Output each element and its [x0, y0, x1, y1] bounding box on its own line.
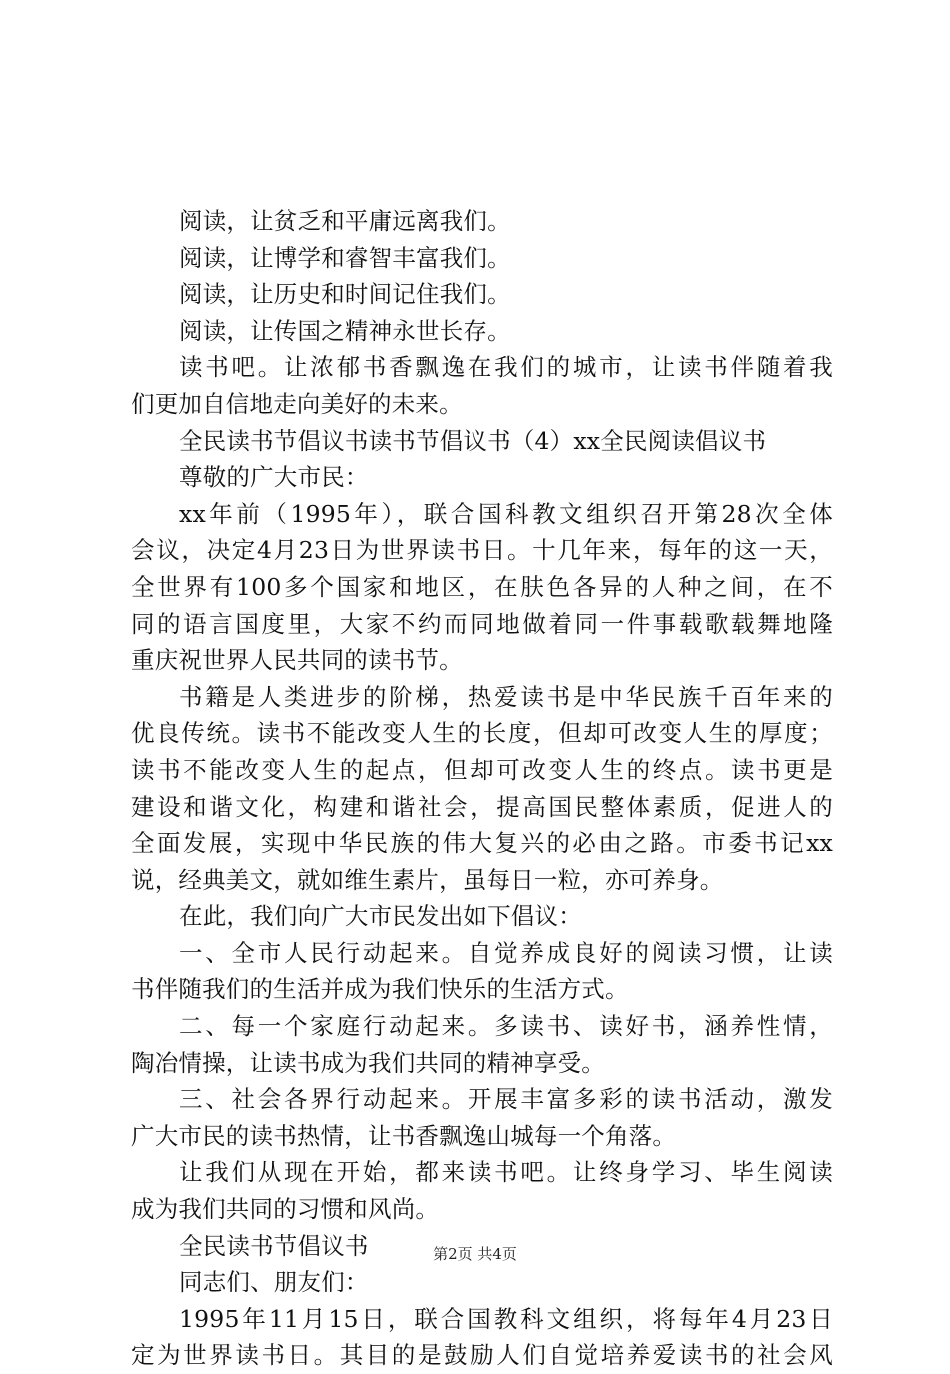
- text-line: 定为世界读书日。其目的是鼓励人们自觉培养爱读书的社会风: [131, 1341, 833, 1370]
- text-line: 们更加自信地走向美好的未来。: [131, 389, 463, 418]
- text-line: 尊敬的广大市民：: [179, 463, 369, 492]
- text-line: 让我们从现在开始，都来读书吧。让终身学习、毕生阅读: [179, 1158, 833, 1187]
- text-line: 全民读书节倡议书读书节倡议书（4）xx全民阅读倡议书: [179, 426, 767, 455]
- text-line: 读书不能改变人生的起点，但却可改变人生的终点。读书更是: [131, 755, 833, 784]
- text-line: 说，经典美文，就如维生素片，虽每日一粒，亦可养身。: [131, 865, 724, 894]
- text-line: 会议，决定4月23日为世界读书日。十几年来，每年的这一天，: [131, 536, 833, 565]
- text-line: xx年前（1995年），联合国科教文组织召开第28次全体: [179, 499, 833, 528]
- text-line: 成为我们共同的习惯和风尚。: [131, 1195, 440, 1224]
- text-line: 一、全市人民行动起来。自觉养成良好的阅读习惯，让读: [179, 938, 833, 967]
- text-line: 全面发展，实现中华民族的伟大复兴的必由之路。市委书记xx: [131, 829, 833, 858]
- text-line: 广大市民的读书热情，让书香飘逸山城每一个角落。: [131, 1121, 677, 1150]
- text-line: 阅读，让历史和时间记住我们。: [179, 280, 511, 309]
- text-line: 陶冶情操，让读书成为我们共同的精神享受。: [131, 1048, 605, 1077]
- text-line: 全世界有100多个国家和地区，在肤色各异的人种之间，在不: [131, 572, 833, 601]
- text-line: 在此，我们向广大市民发出如下倡议：: [179, 902, 582, 931]
- text-line: 书籍是人类进步的阶梯，热爱读书是中华民族千百年来的: [179, 682, 833, 711]
- text-line: 三、社会各界行动起来。开展丰富多彩的读书活动，激发: [179, 1085, 833, 1114]
- text-line: 全民读书节倡议书: [179, 1231, 369, 1260]
- text-line: 优良传统。读书不能改变人生的长度，但却可改变人生的厚度；: [131, 719, 833, 748]
- text-line: 阅读，让博学和睿智丰富我们。: [179, 243, 511, 272]
- text-line: 书伴随我们的生活并成为我们快乐的生活方式。: [131, 975, 629, 1004]
- text-line: 重庆祝世界人民共同的读书节。: [131, 646, 463, 675]
- text-line: 读书吧。让浓郁书香飘逸在我们的城市，让读书伴随着我: [179, 353, 833, 382]
- text-line: 建设和谐文化，构建和谐社会，提高国民整体素质，促进人的: [131, 792, 833, 821]
- text-line: 同志们、朋友们：: [179, 1268, 369, 1297]
- text-line: 二、每一个家庭行动起来。多读书、读好书，涵养性情，: [179, 1012, 833, 1041]
- document-body: [131, 203, 833, 1374]
- text-line: 1995年11月15日，联合国教科文组织，将每年4月23日: [179, 1304, 833, 1333]
- text-line: 阅读，让贫乏和平庸远离我们。: [179, 207, 511, 235]
- text-line: 阅读，让传国之精神永世长存。: [179, 316, 511, 345]
- text-line: 同的语言国度里，大家不约而同地做着同一件事载歌载舞地隆: [131, 609, 833, 638]
- page-footer: 第2页 共4页: [433, 1245, 517, 1263]
